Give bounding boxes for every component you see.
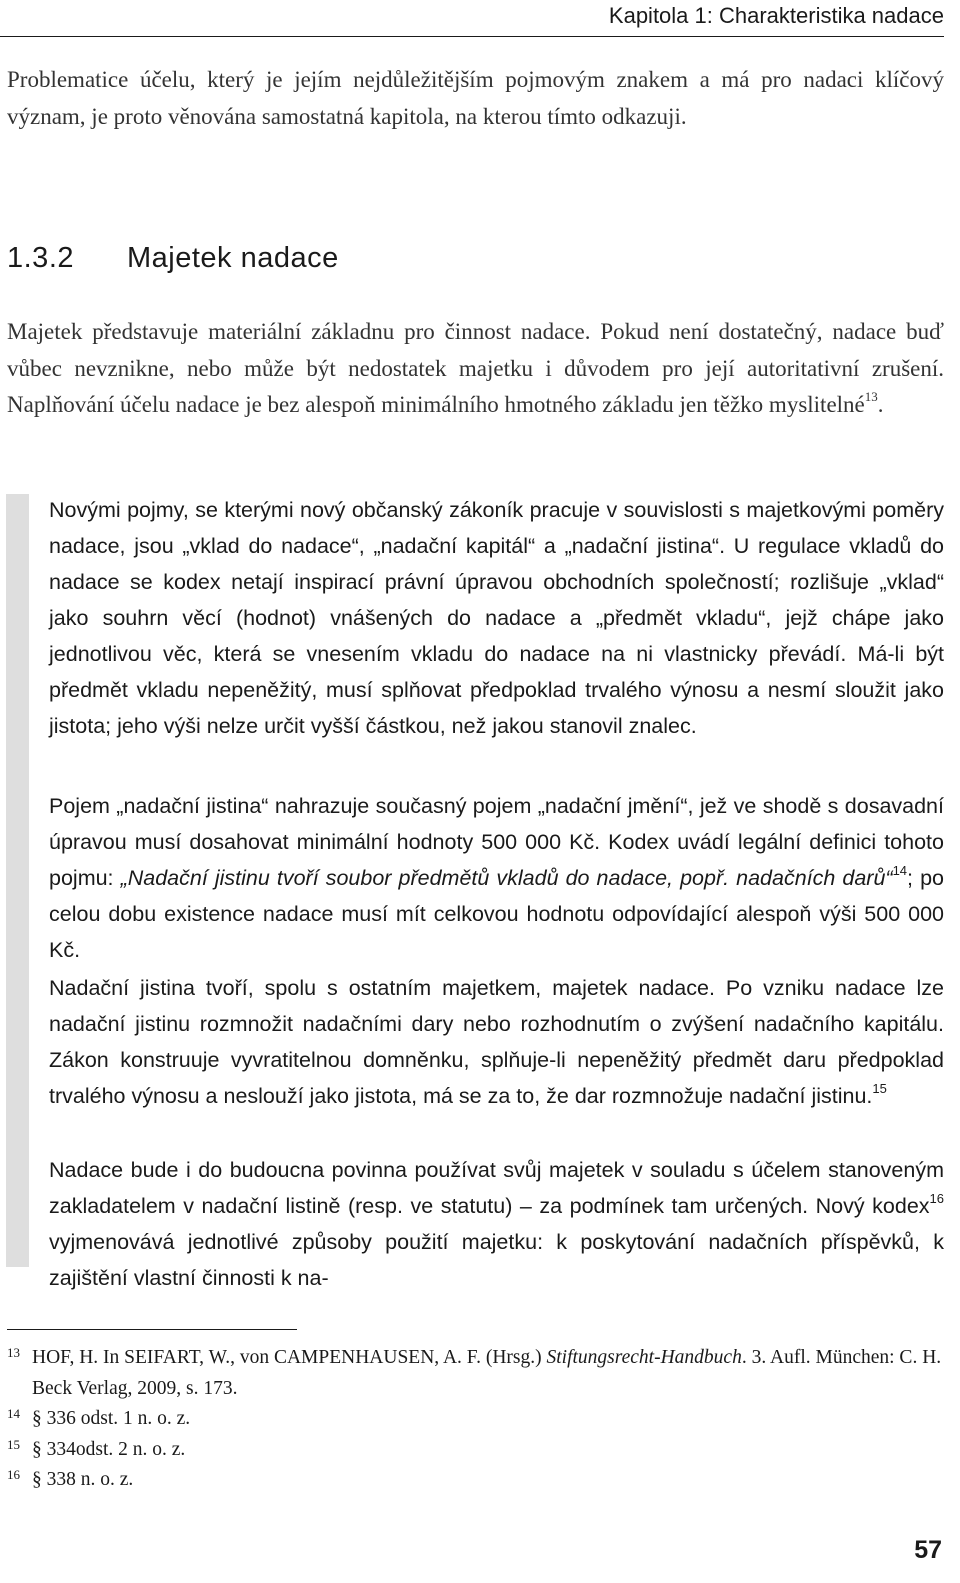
- running-title: Kapitola 1: Charakteristika nadace: [608, 3, 944, 28]
- footnote-text: § 334odst. 2 n. o. z.: [32, 1438, 186, 1460]
- majetek-end: .: [877, 392, 884, 417]
- highlight-side-bar: [6, 494, 29, 1267]
- majetek-paragraph: [7, 314, 944, 424]
- majetek-text: Majetek představuje materiální základnu pro činnost nadace. Pokud není dostatečný, nadace buď vůbec nevznikne, nebo může být nedostatek majetku i důvodem pro její autoritativní zrušení. Naplňování účelu nadace je bez alespoň minimálního hmotného základu jen těžko myslitelné: [7, 319, 944, 417]
- footnote-ref-13[interactable]: 13: [864, 389, 878, 405]
- footnote-ref-14[interactable]: 14: [892, 862, 908, 878]
- p2-italic-definition: „Nadační jistinu tvoří soubor předmětů vkladů do nadace, popř. nadačních darů“: [120, 866, 893, 890]
- header-rule: [0, 36, 944, 37]
- footnote-title-italic: Stiftungsrecht-Handbuch: [546, 1347, 742, 1368]
- footnote-number: 13: [7, 1345, 20, 1360]
- running-header: [0, 0, 960, 40]
- footnote-ref-16[interactable]: 16: [929, 1190, 944, 1206]
- p4-text-before: Nadace bude i do budoucna povinna používat svůj majetek v souladu s účelem stanoveným zakladatelem v nadační listině (resp. ve statutu) – za podmínek tam určených. Nový kodex: [49, 1158, 944, 1218]
- footnote-text: § 336 odst. 1 n. o. z.: [32, 1408, 191, 1429]
- footnote-15: [7, 1435, 944, 1466]
- page-number: 57: [914, 1536, 942, 1564]
- intro-paragraph: Problematice účelu, který je jejím nejdůležitějším pojmovým znakem a má pro nadaci klíčový význam, je proto věnována samostatná kapitola, na kterou tímto odkazuji.: [7, 67, 944, 129]
- footnote-14: [7, 1404, 944, 1435]
- footnote-13: [7, 1343, 944, 1404]
- highlighted-paragraph-2: [49, 788, 944, 968]
- footnotes: [7, 1343, 944, 1496]
- p2-text-before: Pojem „nadační jistina“ nahrazuje současný pojem „nadační jmění“, jež ve shodě s dosavadní úpravou musí dosahovat minimální hodnoty 500 000 Kč. Kodex uvádí legální definici tohoto pojmu:: [49, 794, 944, 890]
- footnote-number: 14: [7, 1406, 20, 1421]
- footnote-text: HOF, H. In SEIFART, W., von CAMPENHAUSEN, A. F. (Hrsg.): [32, 1347, 547, 1368]
- footnote-number: 16: [7, 1467, 20, 1482]
- p3-text: Nadační jistina tvoří, spolu s ostatním majetkem, majetek nadace. Po vzniku nadace lze nadační jistinu rozmnožit nadačními dary nebo rozhodnutím o zvýšení nadačního kapitálu. Zákon konstruuje vyvratitelnou domněnku, splňuje-li nepeněžitý předmět daru předpoklad trvalého výnosu a neslouží jako jistota, má se za to, že dar rozmnožuje nadační jistinu.: [49, 976, 944, 1108]
- footnote-text-after: . 3. Aufl. München: C. H. Beck Verlag, 2009, s. 173.: [32, 1347, 942, 1399]
- highlighted-paragraph-3: [49, 970, 944, 1114]
- footnote-ref-15[interactable]: 15: [872, 1080, 887, 1096]
- highlighted-paragraph-4: [49, 1152, 944, 1296]
- highlighted-paragraph-1: Novými pojmy, se kterými nový občanský zákoník pracuje v souvislosti s majetkovými poměry nadace, jsou „vklad do nadace“, „nadační kapitál“ a „nadační jistina“. U regulace vkladů do nadace se kodex netají inspirací právní úpravou obchodních společností; rozlišuje „vklad“ jako souhrn věcí (hodnot) vnášených do nadace a „předmět vkladu“, jejž chápe jako jednotlivou věc, která se vnesením vkladu do nadace na ni vlastnicky převádí. Má-li být předmět vkladu nepeněžitý, musí splňovat předpoklad trvalého výnosu a nesmí sloužit jako jistota; jeho výši nelze určit vyšší částkou, než jakou stanovil znalec.: [49, 498, 944, 738]
- footnote-number: 15: [7, 1436, 20, 1452]
- footnote-16: [7, 1465, 944, 1496]
- section-number: 1.3.2: [7, 242, 74, 274]
- footnote-text: § 338 n. o. z.: [32, 1469, 134, 1490]
- p4-text-after: vyjmenovává jednotlivé způsoby použití majetku: k poskytování nadačních příspěvků, k zajištění vlastní činnosti k na-: [49, 1230, 944, 1290]
- p2-text-after: ; po celou dobu existence nadace musí mít celkovou hodnotu odpovídající alespoň výši 500 000 Kč.: [49, 866, 944, 962]
- section-title: Majetek nadace: [127, 242, 339, 274]
- footnote-rule: [7, 1329, 297, 1330]
- section-heading: [7, 242, 339, 275]
